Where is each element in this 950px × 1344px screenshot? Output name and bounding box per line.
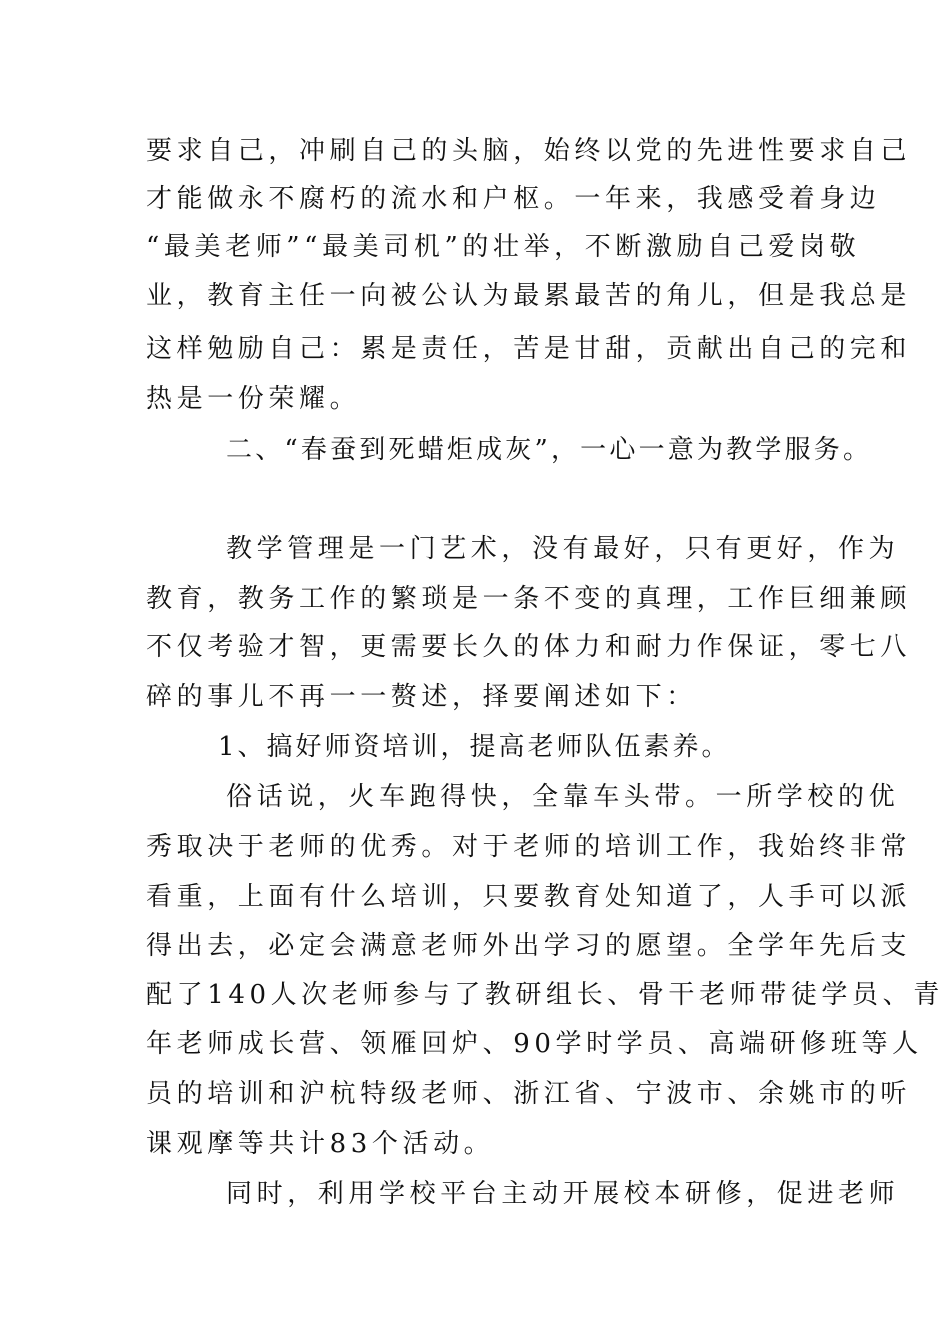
section-heading: 二、“春蚕到死蜡炬成灰”，一心一意为教学服务。 xyxy=(226,435,873,465)
paragraph-line: 教育，教务工作的繁琐是一条不变的真理，工作巨细兼顾 xyxy=(146,584,912,614)
paragraph-line: 热是一份荣耀。 xyxy=(146,384,361,414)
paragraph-line: 配了140人次老师参与了教研组长、骨干老师带徒学员、青 xyxy=(146,980,944,1010)
paragraph-line: 碎的事儿不再一一赘述，择要阐述如下： xyxy=(146,682,697,712)
paragraph-line: 不仅考验才智，更需要长久的体力和耐力作保证，零七八 xyxy=(146,632,912,662)
paragraph-line: 秀取决于老师的优秀。对于老师的培训工作，我始终非常 xyxy=(146,832,912,862)
paragraph-line: 才能做永不腐朽的流水和户枢。一年来，我感受着身边 xyxy=(146,184,881,214)
paragraph-line: 课观摩等共计83个活动。 xyxy=(146,1129,495,1159)
paragraph-line: 要求自己，冲刷自己的头脑，始终以党的先进性要求自己 xyxy=(146,136,912,166)
list-item-heading: 1、搞好师资培训，提高老师队伍素养。 xyxy=(218,732,731,762)
paragraph-line: 同时，利用学校平台主动开展校本研修，促进老师 xyxy=(226,1179,900,1209)
paragraph-line: 看重，上面有什么培训，只要教育处知道了，人手可以派 xyxy=(146,882,912,912)
paragraph-line: 业，教育主任一向被公认为最累最苦的角儿，但是我总是 xyxy=(146,281,912,311)
paragraph-line: “最美老师”“最美司机”的壮举，不断激励自己爱岗敬 xyxy=(146,232,861,262)
paragraph-line: 教学管理是一门艺术，没有最好，只有更好，作为 xyxy=(226,534,900,564)
paragraph-line: 俗话说，火车跑得快，全靠车头带。一所学校的优 xyxy=(226,782,900,812)
paragraph-line: 员的培训和沪杭特级老师、浙江省、宁波市、余姚市的听 xyxy=(146,1079,912,1109)
paragraph-line: 年老师成长营、领雁回炉、90学时学员、高端研修班等人 xyxy=(146,1029,923,1059)
paragraph-line: 得出去，必定会满意老师外出学习的愿望。全学年先后支 xyxy=(146,931,912,961)
paragraph-line: 这样勉励自己：累是责任，苦是甘甜，贡献出自己的完和 xyxy=(146,334,912,364)
